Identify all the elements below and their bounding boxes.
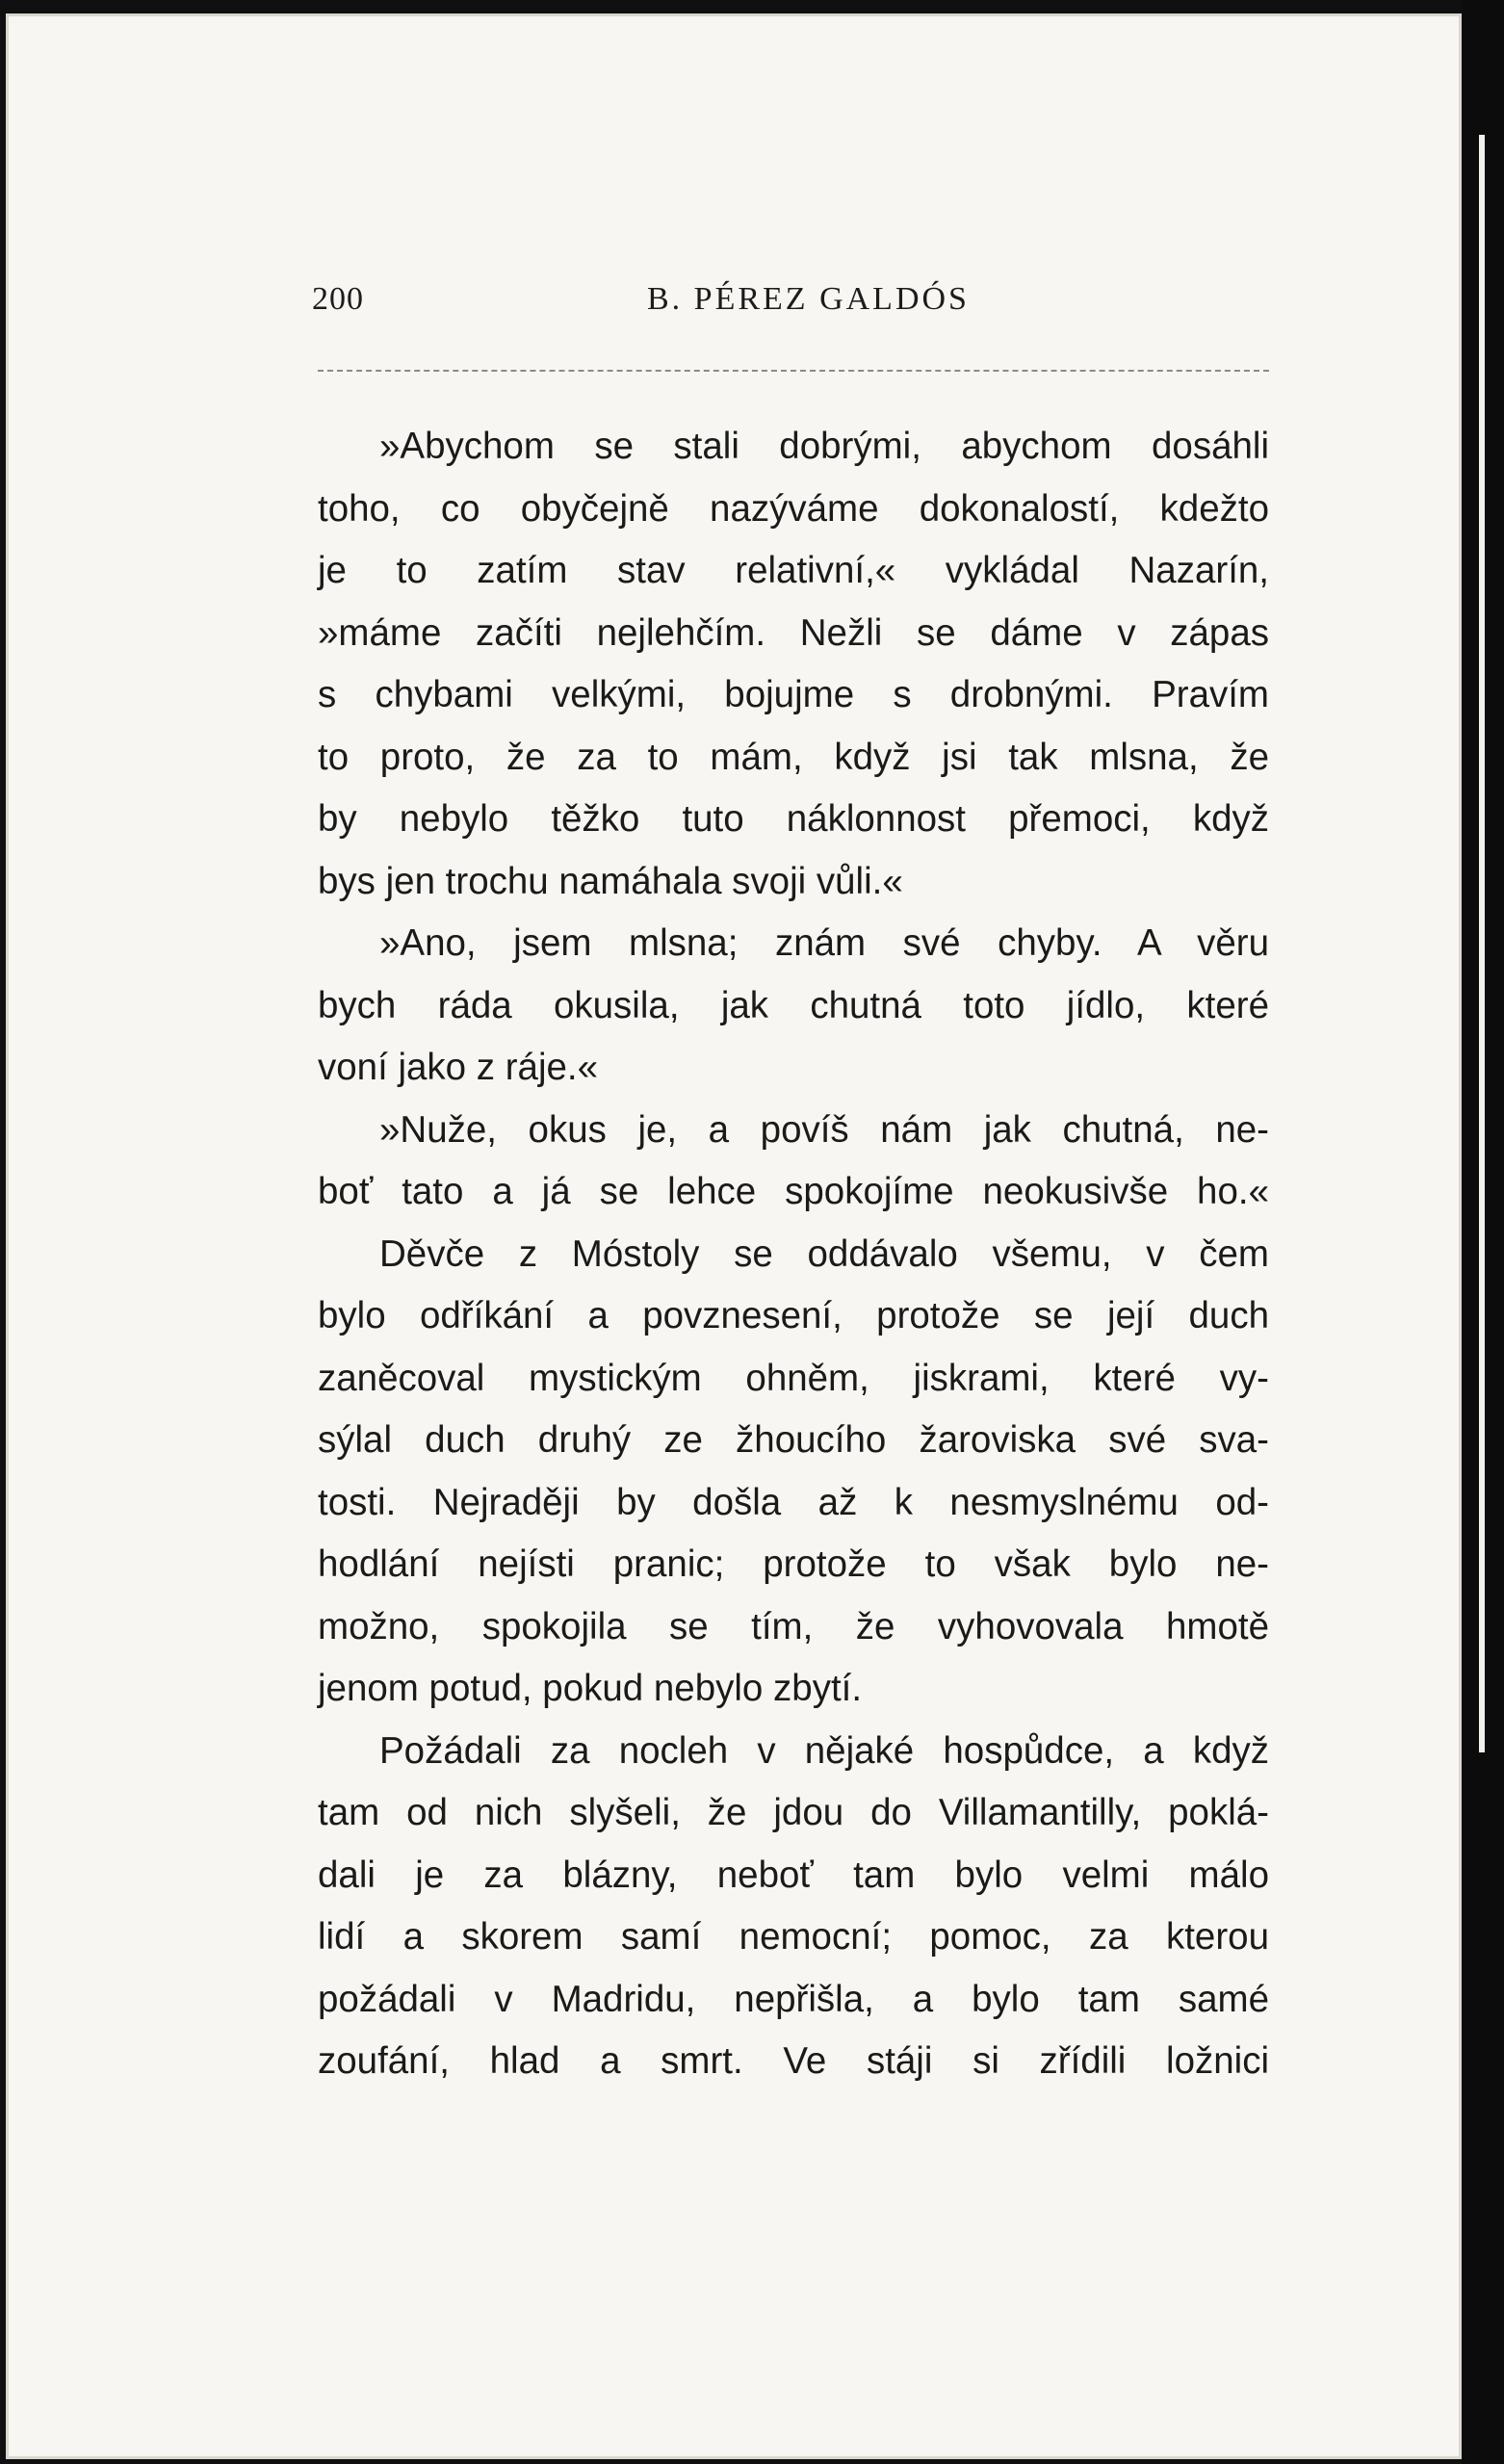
text-line: s chybami velkými, bojujme s drobnými. Pravím	[318, 674, 1269, 715]
text-line: zaněcoval mystickým ohněm, jiskrami, které vy-	[318, 1357, 1269, 1399]
text-line: »Ano, jsem mlsna; znám své chyby. A věru	[379, 922, 1269, 964]
text-line: boť tato a já se lehce spokojíme neokusivše ho.«	[318, 1171, 1269, 1212]
text-line: to proto, že za to mám, když jsi tak mlsna, že	[318, 736, 1269, 778]
text-line: možno, spokojila se tím, že vyhovovala hmotě	[318, 1605, 1269, 1647]
text-line: dali je za blázny, neboť tam bylo velmi málo	[318, 1854, 1269, 1896]
text-line: by nebylo těžko tuto náklonnost přemoci, když	[318, 798, 1269, 840]
text-line: tam od nich slyšeli, že jdou do Villamantilly, poklá-	[318, 1792, 1269, 1833]
page-number: 200	[312, 281, 364, 317]
text-line: bys jen trochu namáhala svoji vůli.«	[318, 860, 903, 902]
text-line: zoufání, hlad a smrt. Ve stáji si zřídili ložnici	[318, 2040, 1269, 2082]
running-head	[312, 281, 1275, 320]
text-line: jenom potud, pokud nebylo zbytí.	[318, 1668, 863, 1709]
text-line: hodlání nejísti pranic; protože to však bylo ne-	[318, 1543, 1269, 1585]
text-line: lidí a skorem samí nemocní; pomoc, za kterou	[318, 1916, 1269, 1958]
text-line: voní jako z ráje.«	[318, 1047, 599, 1088]
text-line: Požádali za nocleh v nějaké hospůdce, a když	[379, 1729, 1269, 1772]
text-line: Děvče z Móstoly se oddávalo všemu, v čem	[379, 1232, 1269, 1275]
text-line: bylo odříkání a povznesení, protože se její duch	[318, 1295, 1269, 1336]
body-text	[318, 416, 1269, 2093]
text-line: »máme začíti nejlehčím. Nežli se dáme v zápas	[318, 611, 1269, 654]
text-line: tosti. Nejraději by došla až k nesmyslnému od-	[318, 1481, 1269, 1523]
header-rule	[318, 370, 1269, 372]
running-head-author: B. PÉREZ GALDÓS	[647, 281, 970, 317]
next-page-edge	[1479, 135, 1485, 1752]
text-line: sýlal duch druhý ze žhoucího žaroviska své sva-	[318, 1419, 1269, 1461]
text-line: bych ráda okusila, jak chutná toto jídlo, které	[318, 984, 1269, 1026]
text-line: »Abychom se stali dobrými, abychom dosáhli	[379, 426, 1269, 467]
text-line: požádali v Madridu, nepřišla, a bylo tam samé	[318, 1978, 1269, 2020]
text-line: »Nuže, okus je, a povíš nám jak chutná, ne-	[379, 1108, 1269, 1151]
text-line: je to zatím stav relativní,« vykládal Nazarín,	[318, 550, 1269, 591]
text-line: toho, co obyčejně nazýváme dokonalostí, kdežto	[318, 487, 1269, 530]
